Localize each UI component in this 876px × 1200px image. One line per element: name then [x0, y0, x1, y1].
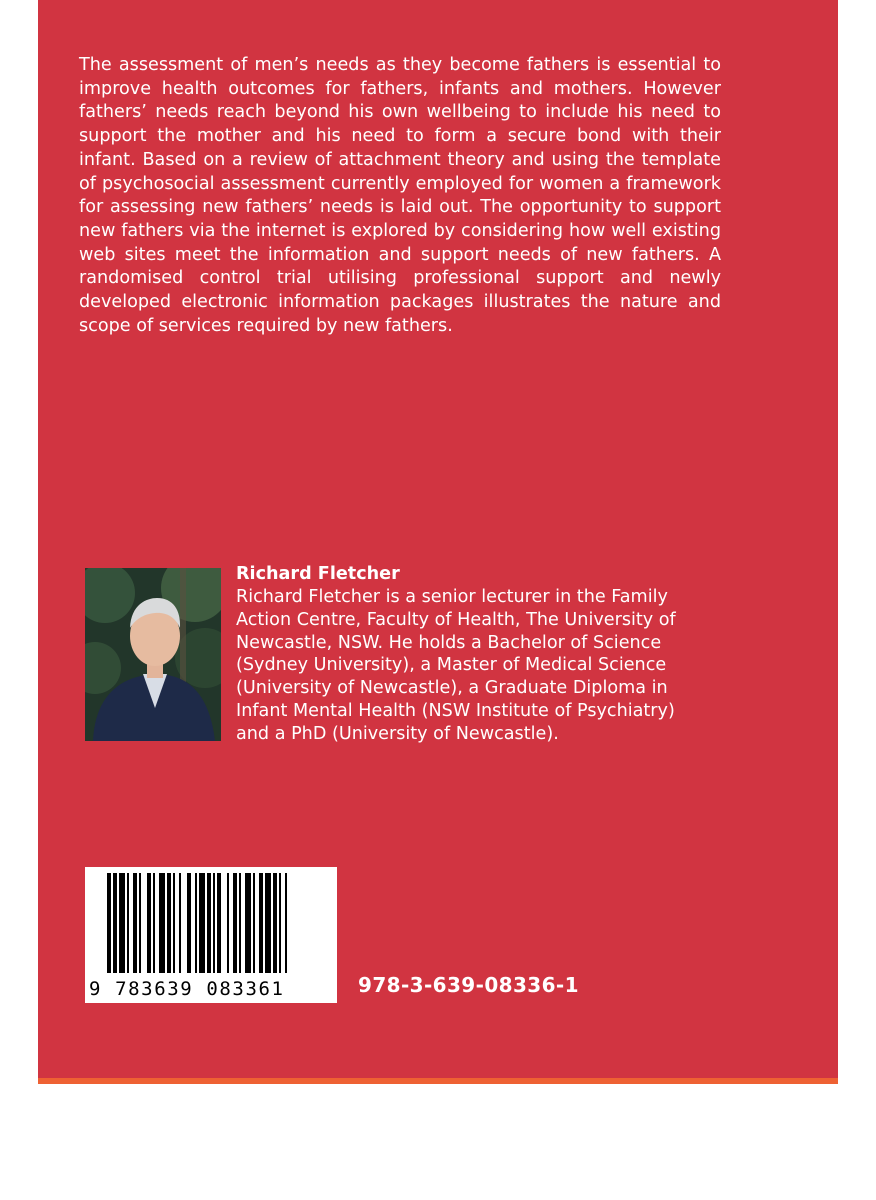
book-blurb: The assessment of men’s needs as they become fathers is essential to improve health outcomes for fathers, infants and mothers. However fathers’ needs reach beyond his own wellbeing to include his need to support the mother and his need to form a secure bond with their infant. Based on a review of attachment theory and using the template of psychosocial assessment currently employed for women a framework for assessing new fathers’ needs is laid out. The opportunity to support new fathers via the internet is explored by considering how well existing web sites meet the information and support needs of new fathers. A randomised control trial utilising professional support and newly developed electronic information packages illustrates the nature and scope of services required by new fathers.	[79, 55, 721, 336]
author-bio: Richard Fletcher is a senior lecturer in the Family Action Centre, Faculty of Health, The University of Newcastle, NSW. He holds a Bachelor of Science (Sydney University), a Master of Medical Science (University of Newcastle), a Graduate Diploma in Infant Mental Health (NSW Institute of Psychiatry) and a PhD (University of Newcastle).	[236, 587, 676, 744]
barcode-bar	[265, 873, 271, 973]
barcode-digits: 9 783639 083361	[89, 978, 285, 1000]
barcode	[85, 867, 337, 1003]
barcode-bar	[139, 873, 141, 973]
barcode-bar	[279, 873, 281, 973]
isbn-number: 978-3-639-08336-1	[358, 973, 579, 997]
author-photo	[85, 568, 221, 741]
barcode-bar	[107, 873, 111, 973]
barcode-bar	[245, 873, 251, 973]
barcode-bar	[173, 873, 175, 973]
cover-bottom-stripe	[38, 1078, 838, 1084]
barcode-bar	[119, 873, 125, 973]
barcode-bar	[253, 873, 255, 973]
barcode-bar	[179, 873, 181, 973]
barcode-bar	[213, 873, 215, 973]
barcode-bar	[273, 873, 277, 973]
barcode-bar	[133, 873, 137, 973]
barcode-bar	[153, 873, 155, 973]
barcode-bar	[127, 873, 129, 973]
barcode-bar	[199, 873, 205, 973]
barcode-bar	[227, 873, 229, 973]
barcode-bar	[167, 873, 171, 973]
barcode-bar	[159, 873, 165, 973]
barcode-bar	[113, 873, 117, 973]
barcode-bar	[259, 873, 263, 973]
barcode-bar	[187, 873, 191, 973]
barcode-bar	[239, 873, 241, 973]
barcode-bar	[147, 873, 151, 973]
barcode-bar	[217, 873, 221, 973]
author-name: Richard Fletcher	[236, 564, 400, 584]
barcode-bar	[195, 873, 197, 973]
barcode-bar	[233, 873, 237, 973]
barcode-bar	[285, 873, 287, 973]
barcode-bar	[207, 873, 211, 973]
